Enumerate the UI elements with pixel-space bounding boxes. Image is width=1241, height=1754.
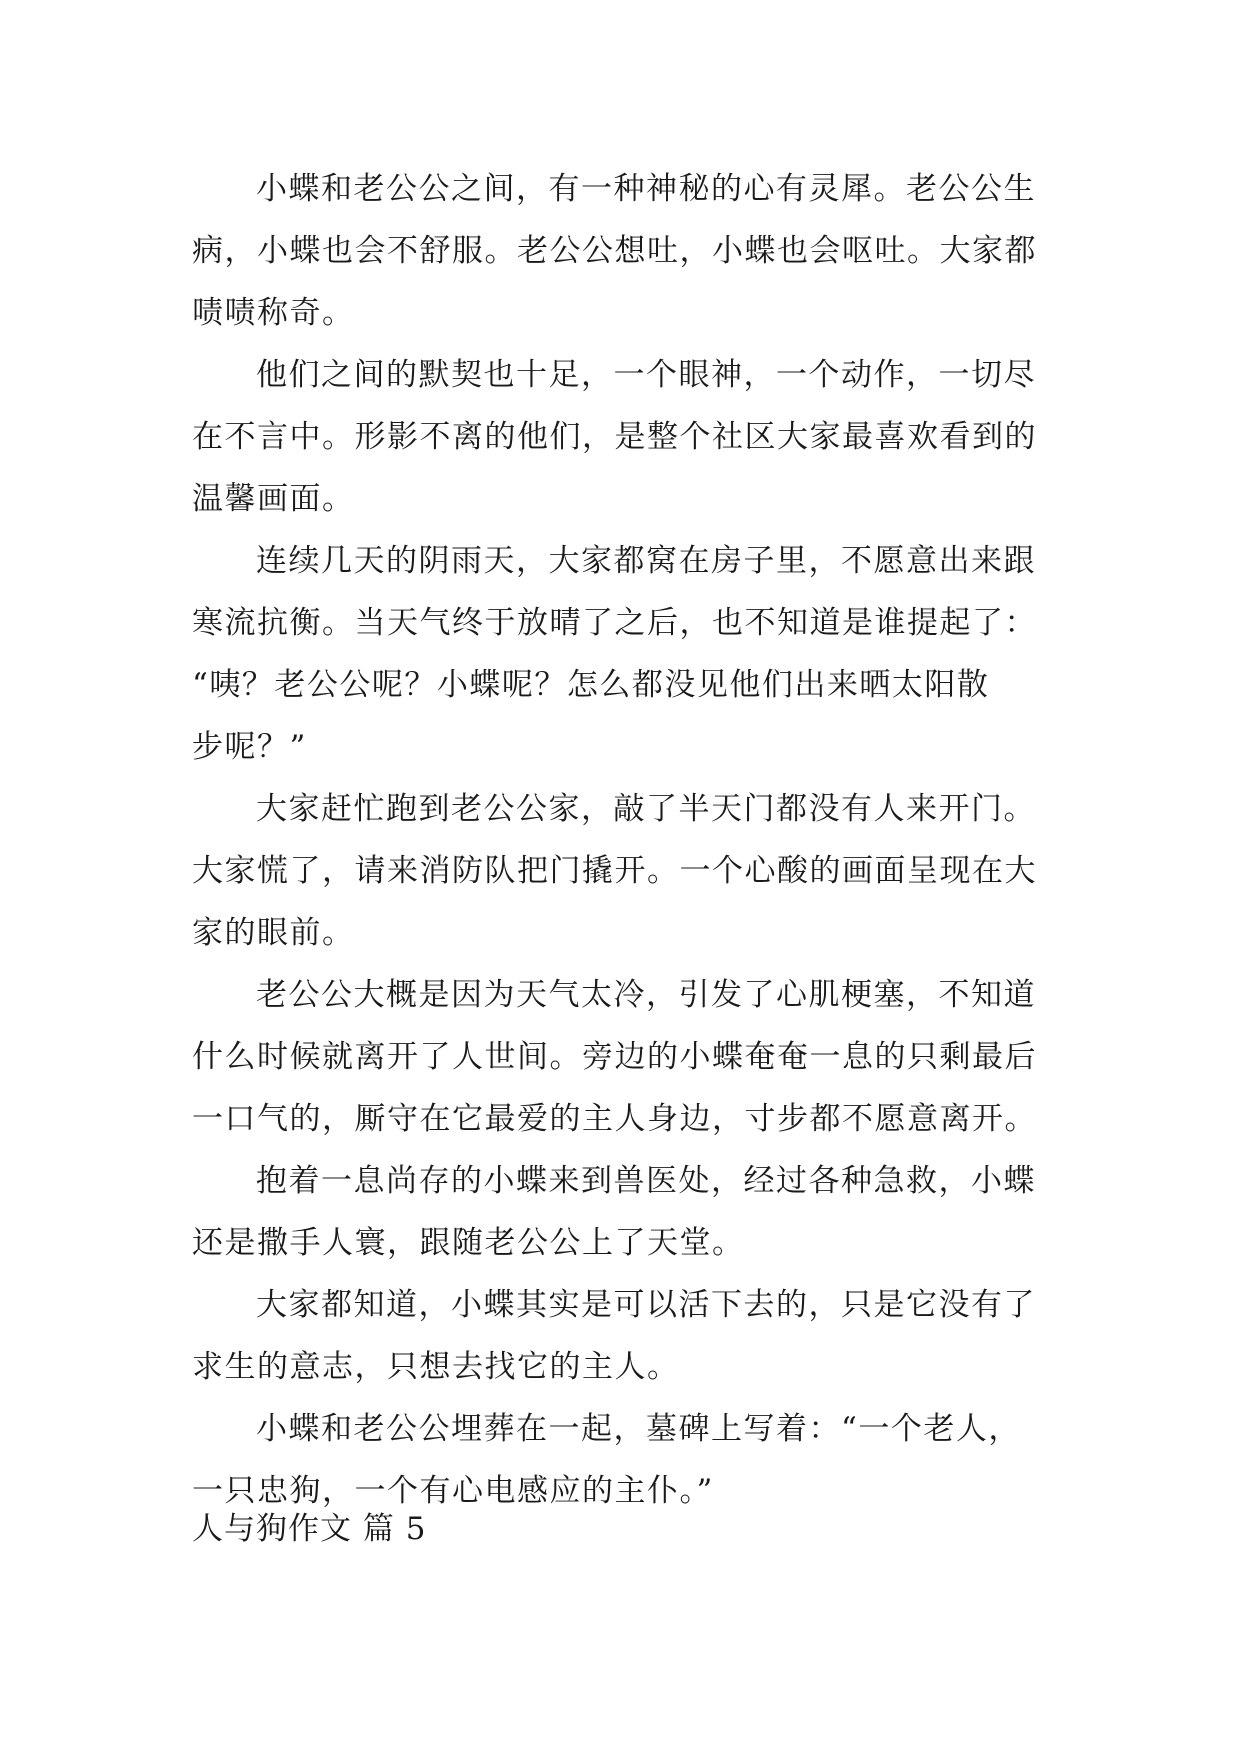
paragraph-line: 啧啧称奇。 bbox=[192, 295, 355, 331]
paragraph-line: 病，小蝶也会不舒服。老公公想吐，小蝶也会呕吐。大家都 bbox=[192, 233, 1037, 269]
paragraph bbox=[192, 964, 1072, 1150]
paragraph-line: 在不言中。形影不离的他们，是整个社区大家最喜欢看到的 bbox=[192, 419, 1037, 455]
paragraph-line: 家的眼前。 bbox=[192, 915, 355, 951]
paragraph-line: 他们之间的默契也十足，一个眼神，一个动作，一切尽 bbox=[256, 357, 1036, 393]
article-body bbox=[192, 158, 1072, 1522]
paragraph-line: 寒流抗衡。当天气终于放晴了之后，也不知道是谁提起了： bbox=[192, 605, 1037, 641]
paragraph-line: 老公公大概是因为天气太冷，引发了心肌梗塞，不知道 bbox=[256, 977, 1036, 1013]
paragraph bbox=[192, 344, 1072, 530]
section-heading: 人与狗作文 篇 5 bbox=[192, 1511, 427, 1547]
paragraph-line: 步呢？” bbox=[192, 729, 307, 765]
paragraph-line: 一口气的，厮守在它最爱的主人身边，寸步都不愿意离开。 bbox=[192, 1101, 1037, 1137]
paragraph-line: 什么时候就离开了人世间。旁边的小蝶奄奄一息的只剩最后 bbox=[192, 1039, 1037, 1075]
paragraph-line: 还是撒手人寰，跟随老公公上了天堂。 bbox=[192, 1225, 745, 1261]
paragraph-line: 小蝶和老公公之间，有一种神秘的心有灵犀。老公公生 bbox=[256, 171, 1036, 207]
paragraph bbox=[192, 778, 1072, 964]
paragraph bbox=[192, 1274, 1072, 1398]
paragraph-line: 大家慌了，请来消防队把门撬开。一个心酸的画面呈现在大 bbox=[192, 853, 1037, 889]
paragraph-line: 小蝶和老公公埋葬在一起，墓碑上写着：“一个老人， bbox=[256, 1411, 1021, 1447]
paragraph bbox=[192, 158, 1072, 344]
paragraph-line: 求生的意志，只想去找它的主人。 bbox=[192, 1349, 680, 1385]
paragraph-line: 温馨画面。 bbox=[192, 481, 355, 517]
paragraph-line: 大家赶忙跑到老公公家，敲了半天门都没有人来开门。 bbox=[256, 791, 1036, 827]
paragraph bbox=[192, 530, 1072, 778]
paragraph bbox=[192, 1150, 1072, 1274]
paragraph-line: 一只忠狗，一个有心电感应的主仆。” bbox=[192, 1473, 714, 1509]
paragraph-line: 大家都知道，小蝶其实是可以活下去的，只是它没有了 bbox=[256, 1287, 1036, 1323]
paragraph-line: “咦？老公公呢？小蝶呢？怎么都没见他们出来晒太阳散 bbox=[192, 667, 990, 703]
paragraph-line: 连续几天的阴雨天，大家都窝在房子里，不愿意出来跟 bbox=[256, 543, 1036, 579]
paragraph-line: 抱着一息尚存的小蝶来到兽医处，经过各种急救，小蝶 bbox=[256, 1163, 1036, 1199]
